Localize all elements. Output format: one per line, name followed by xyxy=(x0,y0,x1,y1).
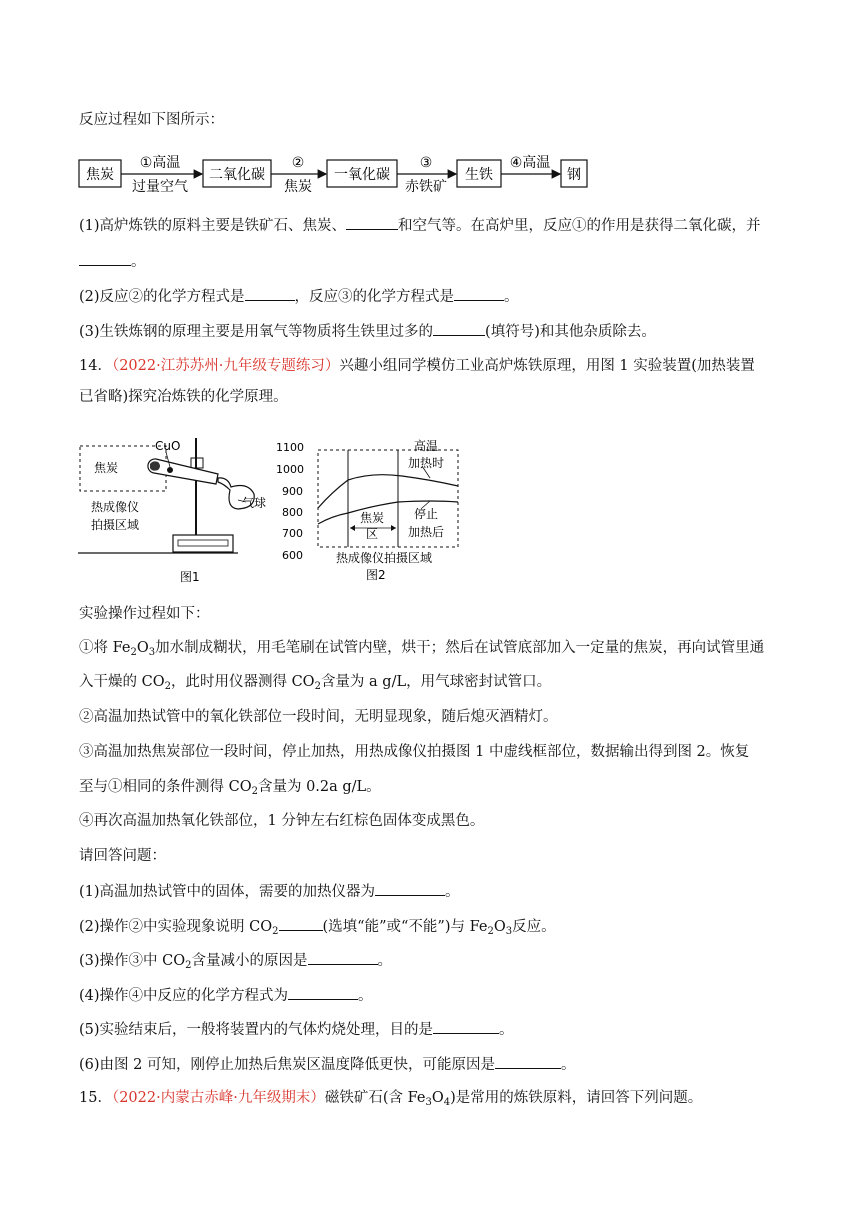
q14-p5-text: 。 xyxy=(499,1022,514,1038)
q14-stem-line1 xyxy=(79,356,755,376)
flow-box-pig-iron-label: 生铁 xyxy=(465,167,493,183)
q13-p2-text-b: ，反应③的化学方程式是 xyxy=(294,289,455,305)
subscript: 2 xyxy=(272,926,279,937)
subscript: 2 xyxy=(185,960,192,971)
flow-box-coke-label: 焦炭 xyxy=(86,167,114,183)
y-tick: 1100 xyxy=(276,441,304,454)
q13-part1-line1 xyxy=(79,215,761,236)
subscript: 3 xyxy=(505,926,513,937)
label-coke-region-2: 区 xyxy=(366,527,379,541)
q13-p3-text-b: (填符号)和其他杂质除去。 xyxy=(485,324,656,340)
subscript: 2 xyxy=(164,681,171,692)
answer-blank[interactable] xyxy=(454,286,504,301)
q14-part4 xyxy=(79,985,373,1006)
label-heating: 加热时 xyxy=(408,456,445,470)
q14-stem-text: 兴趣小组同学模仿工业高炉炼铁原理，用图 1 实验装置(加热装置 xyxy=(339,358,755,374)
answer-blank[interactable] xyxy=(495,1054,561,1069)
q14-part2 xyxy=(79,916,556,937)
op1-text: ①将 Fe xyxy=(79,640,131,656)
q14-p2-text: O xyxy=(493,919,506,935)
subscript: 3 xyxy=(425,1097,432,1108)
q14-p3-text: 。 xyxy=(377,953,393,969)
answer-blank[interactable] xyxy=(308,950,378,965)
label-high-temp: 高温 xyxy=(414,439,439,453)
flow-arrow-2-bottom: 焦炭 xyxy=(284,179,312,195)
op1-line2 xyxy=(79,672,551,692)
q13-p2-text-a: (2)反应②的化学方程式是 xyxy=(79,289,245,305)
q14-p3-text: (3)操作③中 CO xyxy=(79,953,186,969)
q13-p3-text-a: (3)生铁炼钢的原理主要是用氧气等物质将生铁里过多的 xyxy=(79,324,434,340)
label-stop-1: 停止 xyxy=(414,507,439,521)
ask-line: 请回答问题： xyxy=(79,848,166,864)
curve-heating xyxy=(318,475,458,508)
answer-blank[interactable] xyxy=(79,251,131,266)
q13-part3 xyxy=(79,321,656,342)
q14-part1 xyxy=(79,881,460,902)
answer-blank[interactable] xyxy=(375,881,445,896)
op3-line2 xyxy=(79,777,381,797)
op3-line1: ③高温加热焦炭部位一段时间，停止加热，用热成像仪拍摄图 1 中虚线框部位，数据输出得到图 2。恢复 xyxy=(79,744,750,760)
op1-text: ，此时用仪器测得 CO xyxy=(170,674,315,690)
q13-p1-text-c: 。 xyxy=(131,254,146,270)
subscript: 3 xyxy=(148,647,156,658)
question-number: 14． xyxy=(79,358,112,374)
flow-box-co2-label: 二氧化碳 xyxy=(209,167,265,183)
answer-blank[interactable] xyxy=(433,1019,499,1034)
q13-p1-text-b: 和空气等。在高炉里，反应①的作用是获得二氧化碳，并 xyxy=(398,218,761,234)
flow-arrow-3-bottom: 赤铁矿 xyxy=(405,179,447,195)
subscript: 2 xyxy=(251,786,258,797)
figure-2-temperature-chart xyxy=(272,436,472,586)
y-tick: 900 xyxy=(282,485,303,498)
q13-part1-line2 xyxy=(79,251,146,272)
q13-p1-text-a: (1)高炉炼铁的原料主要是铁矿石、焦炭、 xyxy=(79,218,347,234)
flow-arrow-4-top: ④高温 xyxy=(509,155,551,171)
op1-line1 xyxy=(79,638,764,658)
label-coke: 焦炭 xyxy=(94,461,119,475)
y-tick: 1000 xyxy=(276,463,304,476)
q14-p4-text: 。 xyxy=(358,988,373,1004)
flow-arrow-2-top: ② xyxy=(291,155,305,171)
subscript: 2 xyxy=(487,926,494,937)
q15-text: 磁铁矿石(含 Fe xyxy=(324,1090,426,1106)
label-stop-2: 加热后 xyxy=(408,525,445,539)
figure-2-caption: 图2 xyxy=(366,568,386,582)
flow-box-co-label: 一氧化碳 xyxy=(334,167,390,183)
q15-stem xyxy=(79,1088,702,1108)
answer-blank[interactable] xyxy=(288,985,358,1000)
op1-text: 含量为 a g/L，用气球密封试管口。 xyxy=(320,674,552,690)
intro-text: 反应过程如下图所示： xyxy=(79,112,224,128)
q14-p6-text: 。 xyxy=(560,1057,576,1073)
op1-text: 加水制成糊状，用毛笔刷在试管内壁，烘干；然后在试管底部加入一定量的焦炭，再向试管里通 xyxy=(155,640,765,656)
subscript: 2 xyxy=(314,681,321,692)
subscript: 2 xyxy=(130,647,137,658)
q14-p4-text: (4)操作④中反应的化学方程式为 xyxy=(79,988,289,1004)
q14-p6-text: (6)由图 2 可知，刚停止加热后焦炭区温度降低更快，可能原因是 xyxy=(79,1057,495,1073)
question-source: （2022·内蒙古赤峰·九年级期末） xyxy=(111,1090,325,1106)
q14-part3 xyxy=(79,950,392,971)
figure-1-caption: 图1 xyxy=(180,570,200,584)
op3-text: 含量为 0.2a g/L。 xyxy=(257,779,381,795)
q14-part6 xyxy=(79,1054,575,1075)
q15-text: )是常用的炼铁原料，请回答下列问题。 xyxy=(450,1090,703,1106)
figure-1-apparatus xyxy=(78,432,268,587)
label-coke-region-1: 焦炭 xyxy=(360,511,385,525)
y-tick: 600 xyxy=(282,549,303,562)
q14-p2-text: 反应。 xyxy=(512,919,556,935)
op1-text: 入干燥的 CO xyxy=(79,674,165,690)
q14-p3-text: 含量减小的原因是 xyxy=(191,953,308,969)
q14-p2-text: (2)操作②中实验现象说明 CO xyxy=(79,919,273,935)
answer-blank[interactable] xyxy=(346,215,398,230)
subscript: 4 xyxy=(443,1097,451,1108)
flow-box-steel-label: 钢 xyxy=(567,167,581,183)
label-capture-area-1: 热成像仪 xyxy=(91,500,140,514)
label-cuo: CuO xyxy=(155,439,181,453)
q14-p5-text: (5)实验结束后，一般将装置内的气体灼烧处理，目的是 xyxy=(79,1022,434,1038)
q14-p1-text: (1)高温加热试管中的固体，需要的加热仪器为 xyxy=(79,884,376,900)
op2-line: ②高温加热试管中的氧化铁部位一段时间，无明显现象，随后熄灭酒精灯。 xyxy=(79,709,558,725)
answer-blank[interactable] xyxy=(279,916,323,931)
flow-arrow-3-top: ③ xyxy=(419,155,433,171)
q14-part5 xyxy=(79,1019,514,1040)
q14-p2-text: (选填“能”或“不能”)与 Fe xyxy=(322,919,488,935)
flow-arrow-1-bottom: 过量空气 xyxy=(132,179,188,195)
ops-title: 实验操作过程如下： xyxy=(79,606,210,622)
question-number: 15． xyxy=(79,1090,112,1106)
answer-blank[interactable] xyxy=(433,321,485,336)
op3-text: 至与①相同的条件测得 CO xyxy=(79,779,252,795)
label-balloon: 气球 xyxy=(242,496,267,510)
label-capture-area-2: 拍摄区域 xyxy=(91,518,140,532)
q14-p1-text: 。 xyxy=(445,884,460,900)
q14-stem-line2: 已省略)探究冶炼铁的化学原理。 xyxy=(79,389,288,405)
q15-text: O xyxy=(431,1090,444,1106)
q13-p2-text-c: 。 xyxy=(504,289,519,305)
reaction-flow-diagram xyxy=(78,147,598,195)
op1-text: O xyxy=(136,640,149,656)
answer-blank[interactable] xyxy=(245,286,295,301)
y-tick: 800 xyxy=(282,506,303,519)
cuo-dot xyxy=(167,467,173,473)
op4-line: ④再次高温加热氧化铁部位，1 分钟左右红棕色固体变成黑色。 xyxy=(79,813,485,829)
flow-arrow-1-top: ①高温 xyxy=(139,155,181,171)
y-tick: 700 xyxy=(282,527,303,540)
chart-xlabel: 热成像仪拍摄区域 xyxy=(336,551,433,565)
coke-lumps xyxy=(150,461,160,470)
q13-part2 xyxy=(79,286,519,307)
question-source: （2022·江苏苏州·九年级专题练习） xyxy=(111,358,340,374)
